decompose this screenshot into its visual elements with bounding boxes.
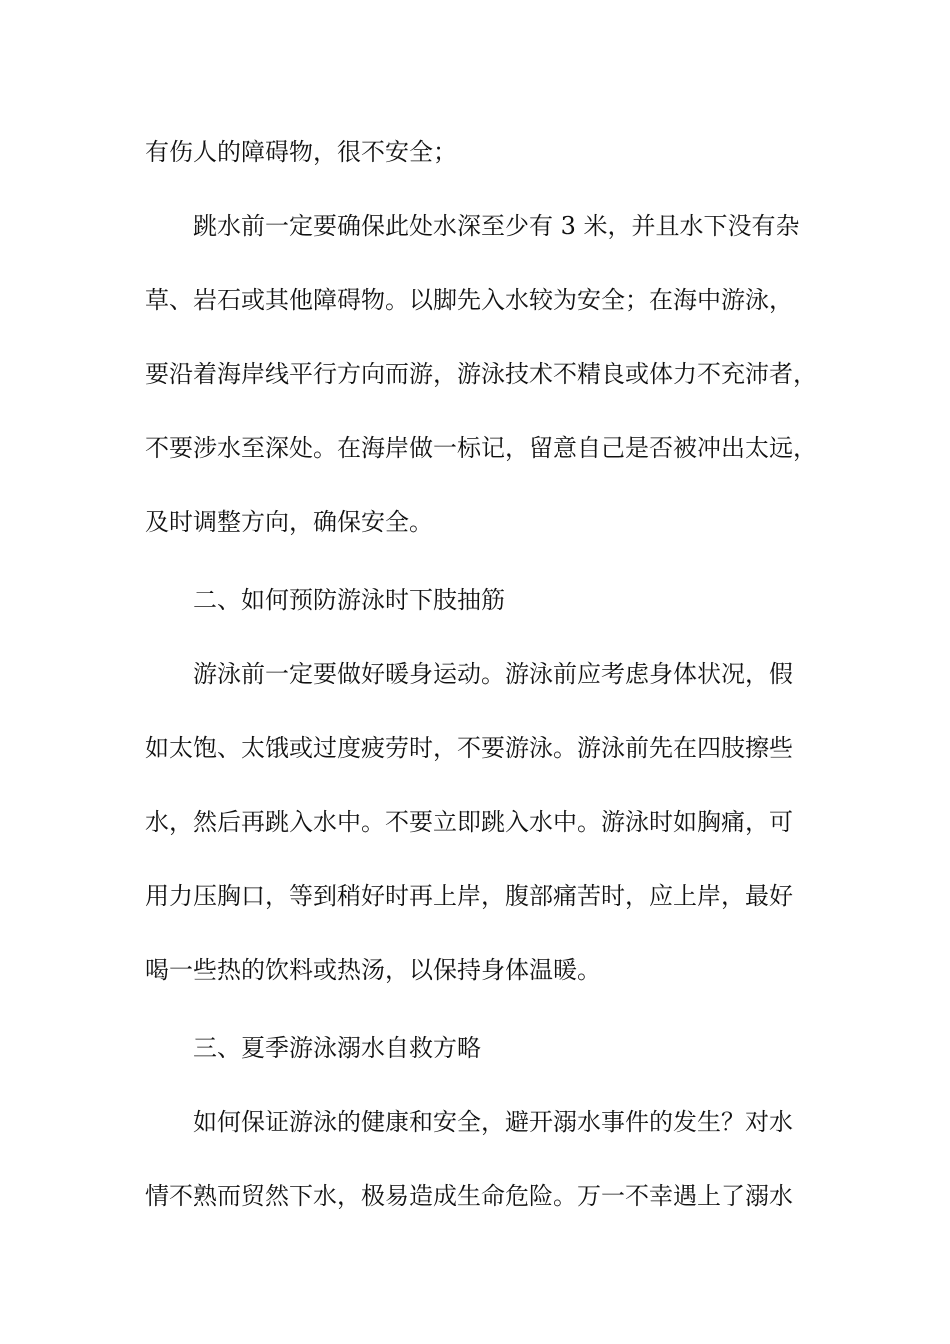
text-line: 不要涉水至深处。在海岸做一标记，留意自己是否被冲出太远， [145,434,817,462]
text-line: 草、岩石或其他障碍物。以脚先入水较为安全；在海中游泳， [145,286,793,314]
paragraph-first-line: 跳水前一定要确保此处水深至少有 3 米，并且水下没有杂 [193,212,800,240]
text-line: 要沿着海岸线平行方向而游，游泳技术不精良或体力不充沛者， [145,360,817,388]
section-heading: 二、如何预防游泳时下肢抽筋 [193,586,505,614]
text-line: 有伤人的障碍物，很不安全； [145,138,457,166]
text-line: 用力压胸口，等到稍好时再上岸，腹部痛苦时，应上岸，最好 [145,882,793,910]
text-line: 情不熟而贸然下水，极易造成生命危险。万一不幸遇上了溺水 [145,1182,793,1210]
paragraph-first-line: 如何保证游泳的健康和安全，避开溺水事件的发生？对水 [193,1108,793,1136]
text-line: 如太饱、太饿或过度疲劳时，不要游泳。游泳前先在四肢擦些 [145,734,793,762]
paragraph-first-line: 游泳前一定要做好暖身运动。游泳前应考虑身体状况，假 [193,660,793,688]
text-line: 及时调整方向，确保安全。 [145,508,433,536]
text-line: 水，然后再跳入水中。不要立即跳入水中。游泳时如胸痛，可 [145,808,793,836]
text-line: 喝一些热的饮料或热汤，以保持身体温暖。 [145,956,601,984]
section-heading: 三、夏季游泳溺水自救方略 [193,1034,481,1062]
